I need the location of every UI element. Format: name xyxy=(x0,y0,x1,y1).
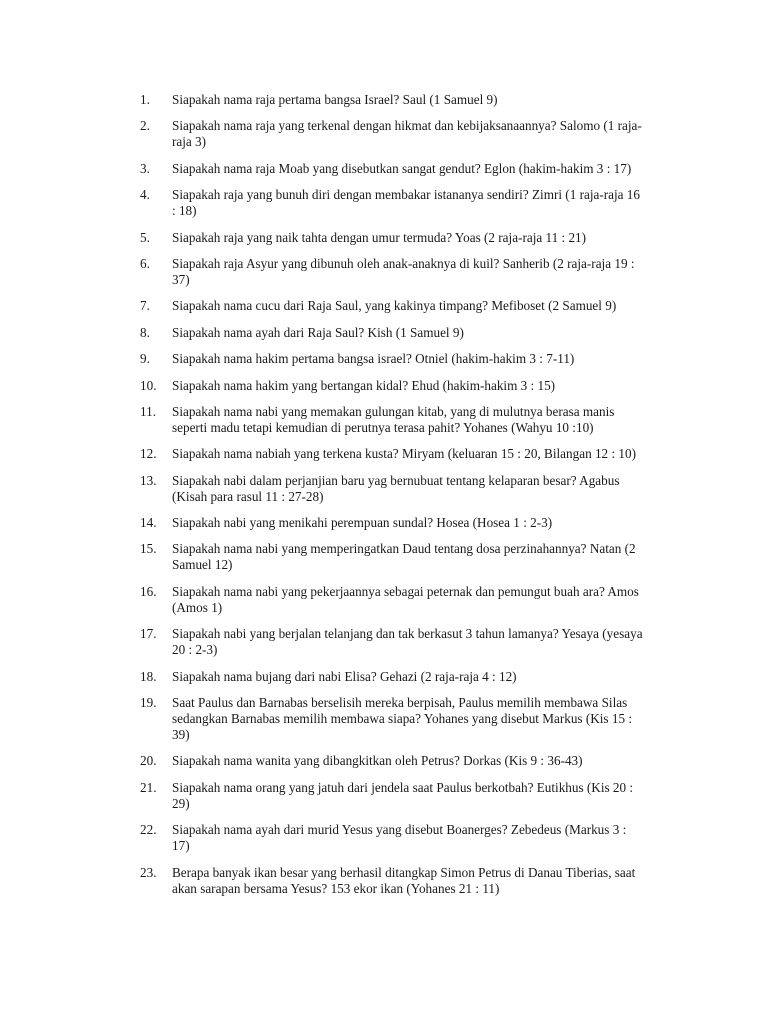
question-number: 17. xyxy=(140,626,157,642)
question-text: Siapakah raja yang naik tahta dengan umur termuda? Yoas (2 raja-raja 11 : 21) xyxy=(172,229,587,245)
list-item xyxy=(140,753,645,769)
list-item xyxy=(140,780,645,812)
list-item xyxy=(140,161,645,177)
question-number: 8. xyxy=(140,324,150,340)
question-text: Siapakah nabi yang menikahi perempuan sundal? Hosea (Hosea 1 : 2-3) xyxy=(172,515,553,531)
list-item xyxy=(140,325,645,341)
list-item xyxy=(140,92,645,108)
question-number: 13. xyxy=(140,472,157,488)
question-text: Siapakah nama nabi yang pekerjaannya sebagai peternak dan pemungut buah ara? Amos (Amos 1) xyxy=(172,583,639,615)
question-number: 6. xyxy=(140,255,150,271)
list-item xyxy=(140,626,645,658)
question-text: Siapakah nama orang yang jatuh dari jendela saat Paulus berkotbah? Eutikhus (Kis 20 : 29) xyxy=(172,779,634,811)
question-number: 20. xyxy=(140,753,157,769)
question-text: Siapakah nama ayah dari Raja Saul? Kish (1 Samuel 9) xyxy=(172,324,464,340)
list-item xyxy=(140,118,645,150)
question-number: 21. xyxy=(140,779,157,795)
list-item xyxy=(140,446,645,462)
question-number: 22. xyxy=(140,822,157,838)
question-number: 10. xyxy=(140,377,157,393)
question-number: 7. xyxy=(140,298,150,314)
question-text: Siapakah nama nabi yang memakan gulungan kitab, yang di mulutnya berasa manis seperti madu tetapi kemudian di perutnya terasa pahit? Yohanes (Wahyu 10 :10) xyxy=(172,403,615,435)
list-item xyxy=(140,822,645,854)
question-text: Berapa banyak ikan besar yang berhasil ditangkap Simon Petrus di Danau Tiberias, saat akan sarapan bersama Yesus? 153 ekor ikan (Yohanes 21 : 11) xyxy=(172,864,636,896)
list-item xyxy=(140,515,645,531)
question-number: 3. xyxy=(140,160,150,176)
list-item xyxy=(140,404,645,436)
question-number: 23. xyxy=(140,864,157,880)
question-number: 18. xyxy=(140,668,157,684)
question-number: 15. xyxy=(140,541,157,557)
question-text: Siapakah nama ayah dari murid Yesus yang disebut Boanerges? Zebedeus (Markus 3 : 17) xyxy=(172,822,627,854)
list-item xyxy=(140,230,645,246)
question-number: 16. xyxy=(140,583,157,599)
question-text: Siapakah nabi yang berjalan telanjang dan tak berkasut 3 tahun lamanya? Yesaya (yesaya 20 : 2-3) xyxy=(172,626,643,658)
question-number: 2. xyxy=(140,118,150,134)
question-text: Siapakah raja Asyur yang dibunuh oleh anak-anaknya di kuil? Sanherib (2 raja-raja 19 : 37) xyxy=(172,255,635,287)
question-number: 9. xyxy=(140,351,150,367)
list-item xyxy=(140,378,645,394)
question-text: Siapakah nama hakim pertama bangsa israel? Otniel (hakim-hakim 3 : 7-11) xyxy=(172,351,575,367)
list-item xyxy=(140,298,645,314)
list-item xyxy=(140,865,645,897)
question-text: Siapakah nama raja Moab yang disebutkan sangat gendut? Eglon (hakim-hakim 3 : 17) xyxy=(172,160,632,176)
question-number: 12. xyxy=(140,446,157,462)
list-item xyxy=(140,351,645,367)
list-item xyxy=(140,584,645,616)
question-number: 19. xyxy=(140,695,157,711)
question-text: Siapakah nama hakim yang bertangan kidal? Ehud (hakim-hakim 3 : 15) xyxy=(172,377,556,393)
question-number: 1. xyxy=(140,92,150,107)
list-item xyxy=(140,473,645,505)
question-text: Siapakah nama wanita yang dibangkitkan oleh Petrus? Dorkas (Kis 9 : 36-43) xyxy=(172,753,583,769)
question-list xyxy=(140,92,645,907)
question-text: Saat Paulus dan Barnabas berselisih mereka berpisah, Paulus memilih membawa Silas sedangkan Barnabas memilih membawa siapa? Yohanes yang disebut Markus (Kis 15 : 39) xyxy=(172,695,633,743)
list-item xyxy=(140,695,645,743)
list-item xyxy=(140,669,645,685)
question-number: 14. xyxy=(140,515,157,531)
question-text: Siapakah nama bujang dari nabi Elisa? Gehazi (2 raja-raja 4 : 12) xyxy=(172,668,517,684)
question-text: Siapakah nama nabi yang memperingatkan Daud tentang dosa perzinahannya? Natan (2 Samuel 12) xyxy=(172,541,636,573)
question-text: Siapakah nama nabiah yang terkena kusta? Miryam (keluaran 15 : 20, Bilangan 12 : 10) xyxy=(172,446,636,462)
list-item xyxy=(140,541,645,573)
question-text: Siapakah nama raja pertama bangsa Israel? Saul (1 Samuel 9) xyxy=(172,92,498,107)
question-number: 4. xyxy=(140,187,150,203)
question-number: 5. xyxy=(140,229,150,245)
list-item xyxy=(140,187,645,219)
question-number: 11. xyxy=(140,403,156,419)
question-text: Siapakah nama raja yang terkenal dengan hikmat dan kebijaksanaannya? Salomo (1 raja-raja 3) xyxy=(172,118,642,150)
list-item xyxy=(140,256,645,288)
question-text: Siapakah nabi dalam perjanjian baru yag bernubuat tentang kelaparan besar? Agabus (Kisah para rasul 11 : 27-28) xyxy=(172,472,620,504)
question-text: Siapakah raja yang bunuh diri dengan membakar istananya sendiri? Zimri (1 raja-raja 16 : 18) xyxy=(172,187,640,219)
question-text: Siapakah nama cucu dari Raja Saul, yang kakinya timpang? Mefiboset (2 Samuel 9) xyxy=(172,298,617,314)
